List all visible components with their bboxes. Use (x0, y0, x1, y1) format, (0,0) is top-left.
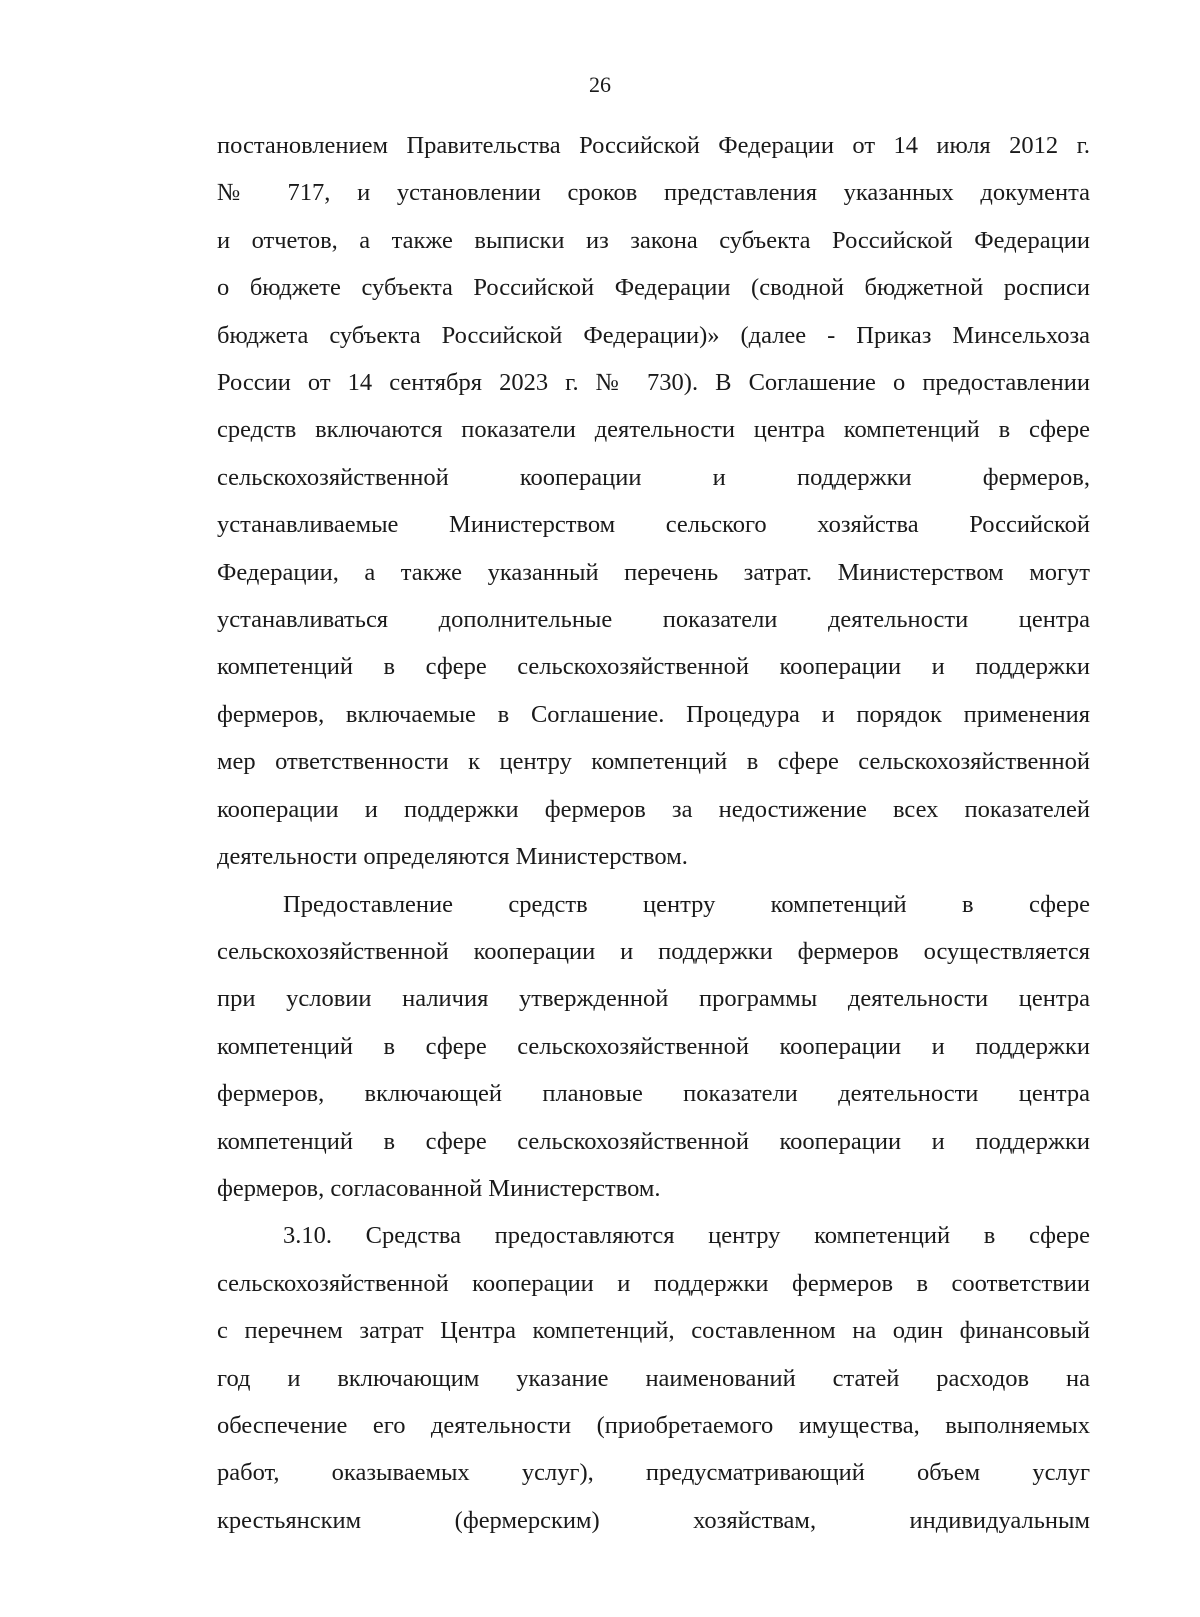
text-line: фермеров, включаемые в Соглашение. Процедура и порядок применения (217, 700, 1090, 728)
text-line: работ, оказываемых услуг), предусматривающий объем услуг (217, 1459, 1090, 1487)
text-line: устанавливаться дополнительные показатели деятельности центра (217, 606, 1090, 634)
text-line: 3.10. Средства предоставляются центру компетенций в сфере (283, 1222, 1090, 1250)
page-number: 26 (589, 72, 611, 97)
text-line: постановлением Правительства Российской Федерации от 14 июля 2012 г. (217, 132, 1090, 159)
text-line: компетенций в сфере сельскохозяйственной кооперации и поддержки (217, 653, 1090, 681)
text-line: средств включаются показатели деятельности центра компетенций в сфере (217, 416, 1090, 444)
text-line: крестьянским (фермерским) хозяйствам, индивидуальным (217, 1506, 1090, 1534)
body-text (217, 122, 1090, 1544)
text-line: и отчетов, а также выписки из закона субъекта Российской Федерации (217, 226, 1090, 254)
paragraph (217, 122, 1090, 881)
text-line: бюджета субъекта Российской Федерации)» (далее - Приказ Минсельхоза (217, 321, 1090, 349)
text-line: с перечнем затрат Центра компетенций, составленном на один финансовый (217, 1317, 1090, 1345)
text-line: № 717, и установлении сроков представления указанных документа (217, 179, 1090, 207)
text-line: кооперации и поддержки фермеров за недостижение всех показателей (217, 795, 1090, 823)
text-line: деятельности определяются Министерством. (217, 843, 688, 871)
text-line: сельскохозяйственной кооперации и поддержки фермеров в соответствии (217, 1269, 1090, 1297)
text-line: компетенций в сфере сельскохозяйственной кооперации и поддержки (217, 1127, 1090, 1155)
text-line: год и включающим указание наименований статей расходов на (217, 1364, 1090, 1392)
text-line: фермеров, согласованной Министерством. (217, 1174, 661, 1202)
paragraph (217, 1212, 1090, 1544)
text-line: о бюджете субъекта Российской Федерации (сводной бюджетной росписи (217, 274, 1090, 302)
text-line: сельскохозяйственной кооперации и поддержки фермеров, (217, 463, 1090, 491)
text-line: сельскохозяйственной кооперации и поддержки фермеров осуществляется (217, 937, 1090, 965)
text-line: фермеров, включающей плановые показатели деятельности центра (217, 1080, 1090, 1108)
text-line: мер ответственности к центру компетенций в сфере сельскохозяйственной (217, 748, 1090, 776)
text-line: Федерации, а также указанный перечень затрат. Министерством могут (217, 558, 1090, 586)
text-line: компетенций в сфере сельскохозяйственной кооперации и поддержки (217, 1032, 1090, 1060)
text-line: России от 14 сентября 2023 г. № 730). В Соглашение о предоставлении (217, 369, 1090, 397)
paragraph (217, 881, 1090, 1213)
text-line: обеспечение его деятельности (приобретаемого имущества, выполняемых (217, 1411, 1090, 1439)
text-line: Предоставление средств центру компетенций в сфере (283, 890, 1090, 918)
text-line: устанавливаемые Министерством сельского хозяйства Российской (217, 511, 1090, 539)
text-line: при условии наличия утвержденной программы деятельности центра (217, 985, 1090, 1013)
